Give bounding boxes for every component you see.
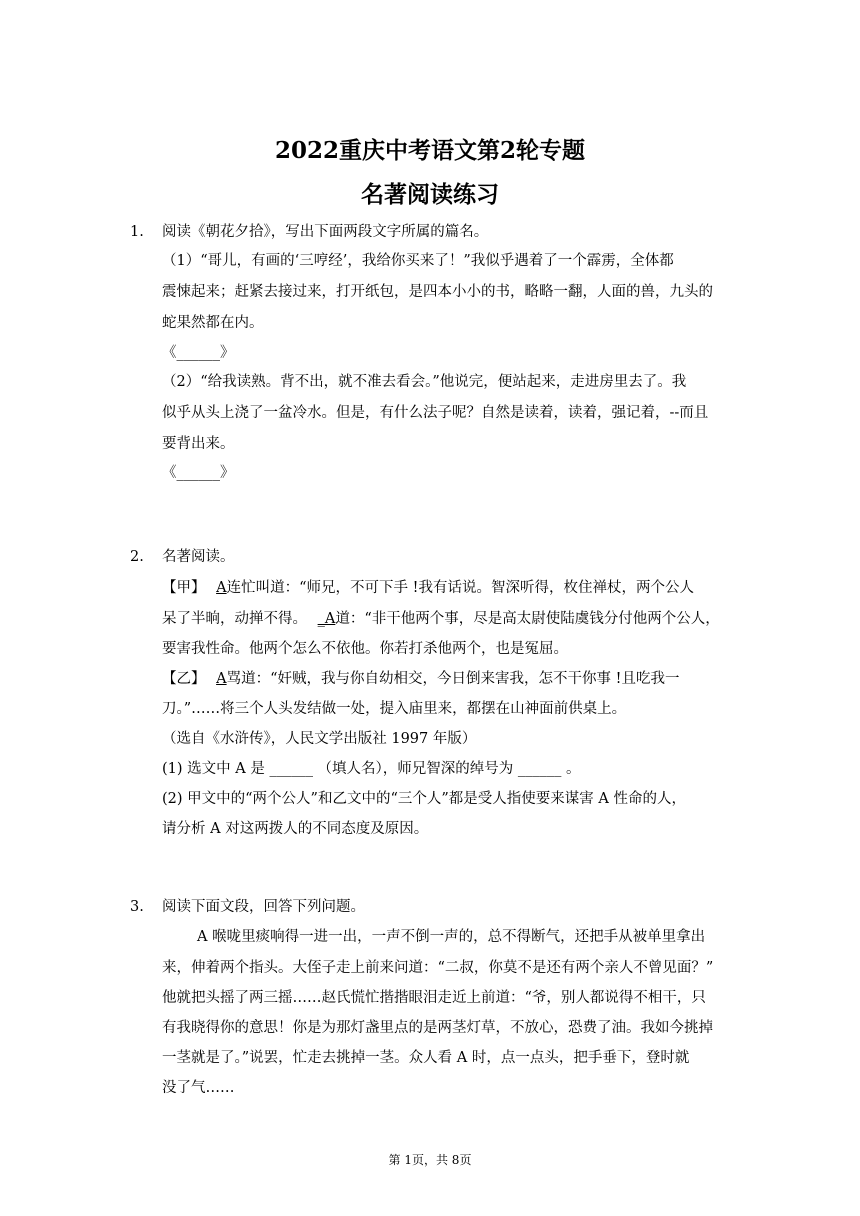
- q2-sub-question-1: (1) 选文中 A 是 ______ （填人名），师兄智深的绰号为 ______ 。: [162, 761, 581, 777]
- yi-tag: 【乙】: [162, 671, 206, 687]
- q3-passage-line2: 来，伸着两个指头。大侄子走上前来问道：“二叔，你莫不是还有两个亲人不曾见面？”: [162, 960, 714, 976]
- q3-passage-line1: A 喉咙里痰响得一进一出，一声不倒一声的，总不得断气，还把手从被单里拿出: [197, 929, 706, 945]
- q1-passage1-line1: （1）“哥儿，有画的‘三哼经’，我给你买来了！”我似乎遇着了一个霹雳，全体都: [162, 253, 674, 269]
- q2-jia-line2: [162, 609, 720, 629]
- q2-yi-line2: 刀。”……将三个人头发结做一处，提入庙里来，都摆在山神面前供桌上。: [162, 701, 627, 717]
- q2-jia-line1: [162, 578, 694, 598]
- q2-jia-line3: 要害我性命。他两个怎么不依他。你若打杀他两个，也是冤屈。: [162, 641, 568, 657]
- q2-source: （选自《水浒传》，人民文学出版社 1997 年版）: [162, 731, 477, 747]
- q3-passage-line3: 他就把头摇了两三摇……赵氏慌忙揩揩眼泪走近上前道：“爷，别人都说得不相干，只: [162, 990, 706, 1006]
- q2-sub-question-2-line1: (2) 甲文中的“两个公人”和乙文中的“三个人”都是受人指使要来谋害 A 性命的人，: [162, 791, 686, 807]
- doc-subtitle: 名著阅读练习: [361, 181, 499, 208]
- doc-title: 2022重庆中考语文第2轮专题: [274, 137, 586, 164]
- yi-line1-text: 骂道：“奸贼，我与你自幼相交，今日倒来害我，怎不干你事 !且吃我一: [226, 671, 680, 687]
- jia-A-marker: A: [216, 580, 227, 596]
- question-3-prompt: 阅读下面文段，回答下列问题。: [162, 899, 365, 915]
- jia-line2-text: 道：“非干他两个事，尽是高太尉使陆虞钱分付他两个公人，: [335, 611, 720, 627]
- q1-passage2-line3: 要背出来。: [162, 436, 235, 452]
- jia-tag: 【甲】: [162, 580, 206, 596]
- q1-answer1-blank: 《______》: [162, 345, 235, 361]
- q3-passage-line4: 有我晓得你的意思！你是为那灯盏里点的是两茎灯草，不放心，恐费了油。我如今挑掉: [162, 1020, 713, 1036]
- q3-passage-line5: 一茎就是了。”说罢，忙走去挑掉一茎。众人看 A 时，点一点头，把手垂下，登时就: [162, 1050, 690, 1066]
- question-1-number: 1.: [130, 224, 144, 240]
- q1-passage1-line3: 蛇果然都在内。: [162, 315, 264, 331]
- q1-answer2-blank: 《______》: [162, 465, 235, 481]
- q1-passage2-line2: 似乎从头上浇了一盆冷水。但是，有什么法子呢？自然是读着，读着，强记着，--而且: [162, 405, 709, 421]
- question-2-number: 2.: [130, 549, 144, 565]
- yi-A-marker: A: [216, 671, 227, 687]
- question-3-number: 3.: [130, 899, 144, 915]
- question-1-prompt: 阅读《朝花夕拾》，写出下面两段文字所属的篇名。: [162, 224, 489, 240]
- jia-line2-A-marker: _A: [317, 611, 336, 627]
- q1-passage1-line2: 震悚起来；赶紧去接过来，打开纸包，是四本小小的书，略略一翻，人面的兽，九头的: [162, 284, 713, 300]
- page-footer: 第 1页，共 8页: [388, 1153, 472, 1167]
- q1-passage2-line1: （2）“给我读熟。背不出，就不准去看会。”他说完，便站起来，走进房里去了。我: [162, 374, 687, 390]
- q2-sub-question-2-line2: 请分析 A 对这两拨人的不同态度及原因。: [162, 821, 429, 837]
- question-2-prompt: 名著阅读。: [162, 549, 235, 565]
- q2-yi-line1: [162, 669, 679, 689]
- q3-passage-line6: 没了气……: [162, 1080, 235, 1096]
- jia-line2-pre: 呆了半晌，动掸不得。: [162, 611, 307, 627]
- jia-line1-text: 连忙叫道：“师兄，不可下手 !我有话说。智深听得，枚住禅杖，两个公人: [226, 580, 694, 596]
